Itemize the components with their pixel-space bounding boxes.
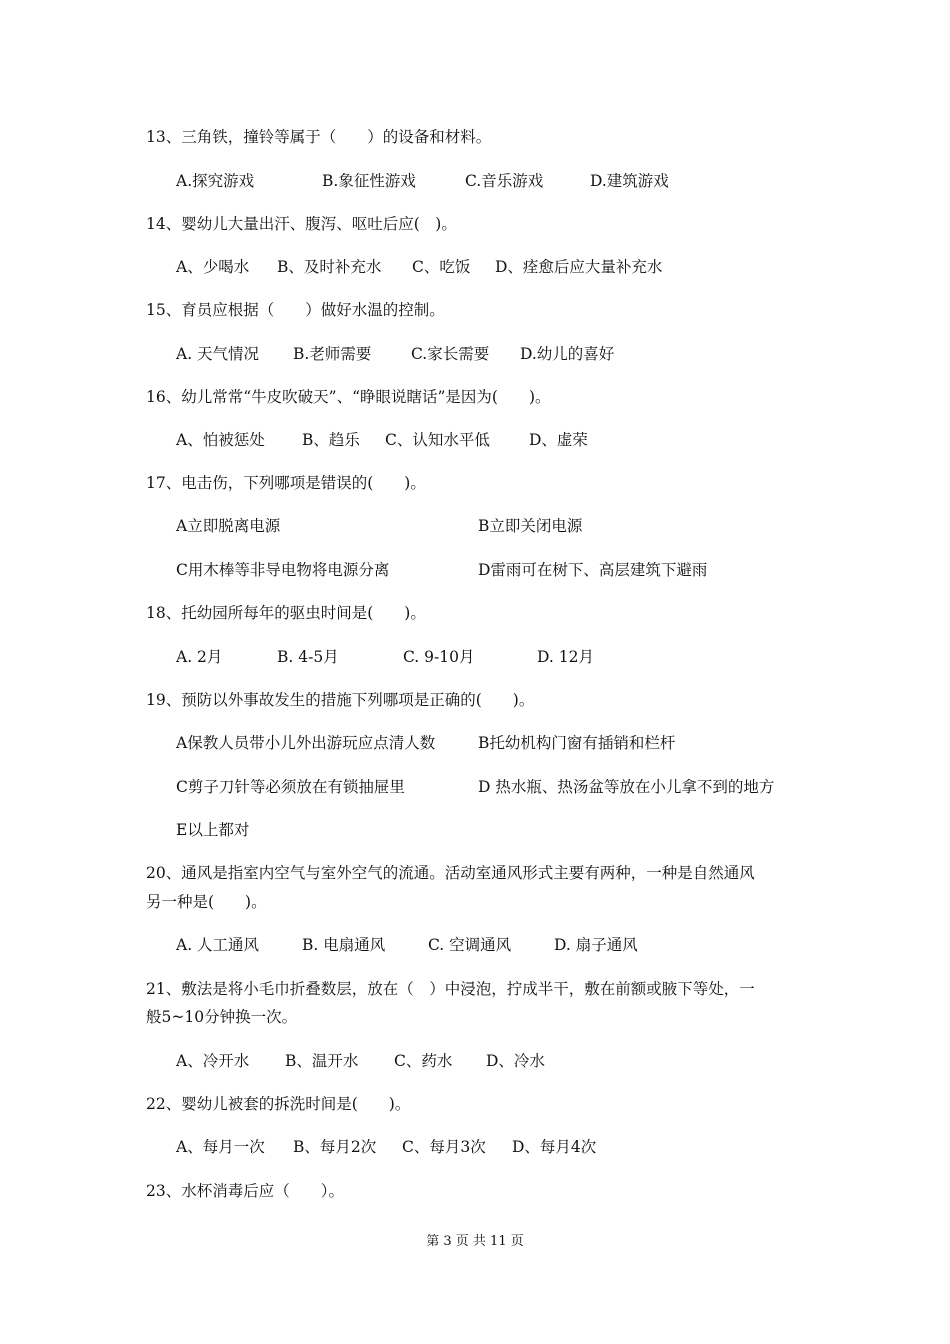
question-18-stem: 18、托幼园所每年的驱虫时间是( )。: [146, 604, 426, 622]
question-20-stem-line2: 另一种是( )。: [146, 893, 267, 911]
q13-option-d: D.建筑游戏: [590, 172, 669, 190]
q14-option-a: A、少喝水: [176, 258, 250, 276]
q22-option-d: D、每月4次: [512, 1138, 597, 1156]
q22-option-c: C、每月3次: [402, 1138, 486, 1156]
q21-option-b: B、温开水: [285, 1052, 359, 1070]
q16-option-c: C、认知水平低: [385, 431, 490, 449]
question-23-stem: 23、水杯消毒后应（ ）。: [146, 1182, 344, 1200]
q17-option-b: B立即关闭电源: [478, 517, 583, 535]
q20-option-d: D. 扇子通风: [554, 936, 638, 954]
q15-option-b: B.老师需要: [293, 345, 372, 363]
q14-option-b: B、及时补充水: [277, 258, 382, 276]
question-17-stem: 17、电击伤，下列哪项是错误的( )。: [146, 474, 426, 492]
q18-option-d: D. 12月: [537, 648, 594, 666]
question-15-stem: 15、育员应根据（ ）做好水温的控制。: [146, 301, 445, 319]
q21-option-a: A、冷开水: [176, 1052, 250, 1070]
q21-option-d: D、冷水: [486, 1052, 545, 1070]
q22-option-a: A、每月一次: [176, 1138, 265, 1156]
question-21-stem-line2: 般5~10分钟换一次。: [146, 1008, 298, 1026]
q15-option-c: C.家长需要: [411, 345, 490, 363]
q20-option-b: B. 电扇通风: [302, 936, 386, 954]
q19-option-b: B托幼机构门窗有插销和栏杆: [478, 734, 676, 752]
question-13-stem: 13、三角铁，撞铃等属于（ ）的设备和材料。: [146, 128, 492, 146]
q18-option-c: C. 9-10月: [403, 648, 475, 666]
q18-option-a: A. 2月: [176, 648, 223, 666]
q19-option-e: E以上都对: [176, 821, 250, 839]
q13-option-b: B.象征性游戏: [322, 172, 416, 190]
q16-option-b: B、趋乐: [302, 431, 360, 449]
q19-option-a: A保教人员带小儿外出游玩应点清人数: [176, 734, 436, 752]
q21-option-c: C、药水: [394, 1052, 453, 1070]
q17-option-d: D雷雨可在树下、高层建筑下避雨: [478, 561, 708, 579]
q14-option-c: C、吃饭: [412, 258, 471, 276]
question-22-stem: 22、婴幼儿被套的拆洗时间是( )。: [146, 1095, 411, 1113]
q19-option-d: D 热水瓶、热汤盆等放在小儿拿不到的地方: [478, 778, 775, 796]
question-16-stem: 16、幼儿常常“牛皮吹破天”、“睁眼说瞎话”是因为( )。: [146, 388, 551, 406]
q13-option-c: C.音乐游戏: [465, 172, 544, 190]
q19-option-c: C剪子刀针等必须放在有锁抽屉里: [176, 778, 405, 796]
q15-option-a: A. 天气情况: [176, 345, 260, 363]
page-footer: 第 3 页 共 11 页: [426, 1234, 524, 1249]
question-14-stem: 14、婴幼儿大量出汗、腹泻、呕吐后应( )。: [146, 215, 457, 233]
q20-option-c: C. 空调通风: [428, 936, 512, 954]
q14-option-d: D、痊愈后应大量补充水: [495, 258, 663, 276]
question-20-stem-line1: 20、通风是指室内空气与室外空气的流通。活动室通风形式主要有两种，一种是自然通风: [146, 864, 755, 882]
q15-option-d: D.幼儿的喜好: [520, 345, 615, 363]
q13-option-a: A.探究游戏: [176, 172, 255, 190]
question-21-stem-line1: 21、敷法是将小毛巾折叠数层，放在（ ）中浸泡，拧成半干，敷在前额或腋下等处，一: [146, 980, 755, 998]
q22-option-b: B、每月2次: [293, 1138, 377, 1156]
q17-option-a: A立即脱离电源: [176, 517, 281, 535]
q16-option-a: A、怕被惩处: [176, 431, 265, 449]
q18-option-b: B. 4-5月: [277, 648, 339, 666]
q16-option-d: D、虚荣: [529, 431, 588, 449]
q17-option-c: C用木棒等非导电物将电源分离: [176, 561, 390, 579]
q20-option-a: A. 人工通风: [176, 936, 260, 954]
question-19-stem: 19、预防以外事故发生的措施下列哪项是正确的( )。: [146, 691, 535, 709]
